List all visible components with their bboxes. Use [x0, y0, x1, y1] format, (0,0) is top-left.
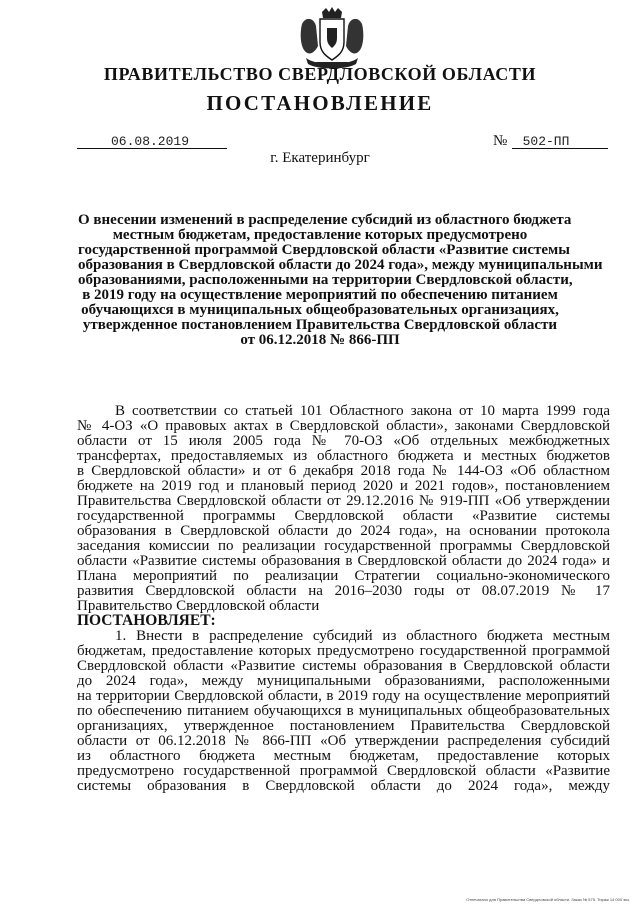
- heading-line: образованиями, расположенными на территории Свердловской области,: [78, 272, 573, 288]
- item-1-line: системы образования в Свердловской области до 2024 года», между: [77, 777, 610, 794]
- item-1-paragraph: [77, 629, 610, 794]
- preamble-line: образования в Свердловской области до 2024 года», на основании протокола: [77, 523, 610, 539]
- government-title: ПРАВИТЕЛЬСТВО СВЕРДЛОВСКОЙ ОБЛАСТИ: [103, 64, 537, 84]
- preamble-line: трансфертах, предоставляемых из областного бюджета и местных бюджетов: [77, 448, 610, 464]
- item-1-line: области от 06.12.2018 № 866-ПП «Об утверждении распределения субсидий: [77, 732, 610, 749]
- heading-line: обучающихся в муниципальных общеобразовательных организациях,: [81, 302, 559, 318]
- heading-line: О внесении изменений в распределение субсидий из областного бюджета: [78, 212, 572, 228]
- decree-word: ПОСТАНОВЛЯЕТ:: [77, 612, 216, 629]
- number-sign: №: [493, 133, 508, 149]
- preamble-line: области от 15 июля 2005 года № 70-ОЗ «Об отдельных межбюджетных: [77, 433, 610, 449]
- item-1-line: до 2024 года», между муниципальными образованиями, расположенными: [77, 672, 610, 689]
- heading-line: государственной программой Свердловской области «Развитие системы: [78, 242, 570, 258]
- document-number: 502-ПП: [522, 134, 570, 149]
- document-type-title: ПОСТАНОВЛЕНИЕ: [206, 91, 434, 115]
- heading-line: местным бюджетам, предоставление которых предусмотрено: [112, 227, 528, 243]
- preamble-line: Правительства Свердловской области от 29.12.2016 № 919-ПП «Об утверждении: [77, 493, 610, 509]
- preamble-line: государственной программы Свердловской области «Развитие системы: [77, 508, 610, 524]
- preamble-line: бюджете на 2019 год и плановый период 2020 и 2021 годов», постановлением: [77, 478, 610, 494]
- item-1-line: Свердловской области «Развитие системы образования в Свердловской области: [77, 657, 610, 674]
- heading-line: образования в Свердловской области до 2024 года», между муниципальными: [78, 257, 603, 273]
- item-1-line: организациях, утвержденное постановлением Правительства Свердловской: [77, 717, 610, 734]
- preamble-line: в Свердловской области» и от 6 декабря 2018 года № 144-ОЗ «Об областном: [77, 463, 610, 479]
- item-1-line: предусмотрено государственной программой Свердловской области «Развитие: [77, 762, 610, 779]
- print-footer-note: Отпечатано для Правительства Свердловской области. Заказ № 575. Тираж 14 000 экз.: [466, 897, 630, 902]
- preamble-line: заседания комиссии по реализации государственной программы Свердловской: [77, 538, 610, 554]
- heading-line: утвержденное постановлением Правительства Свердловской области: [82, 317, 558, 333]
- preamble-line: № 4-ОЗ «О правовых актах в Свердловской области», законами Свердловской: [77, 418, 610, 434]
- item-1-line: на территории Свердловской области, в 2019 году на осуществление мероприятий: [77, 687, 610, 704]
- preamble-line: Плана мероприятий по реализации Стратегии социально-экономического: [77, 568, 610, 584]
- preamble-line: развития Свердловской области на 2016–2030 годы от 08.07.2019 № 17: [77, 583, 610, 599]
- item-1-line: бюджетам, предоставление которых предусмотрено государственной программой: [77, 642, 610, 659]
- document-date: 06.08.2019: [110, 134, 189, 149]
- heading-line: от 06.12.2018 № 866-ПП: [240, 332, 400, 348]
- item-1-line: 1. Внести в распределение субсидий из областного бюджета местным: [115, 627, 610, 644]
- item-1-line: из областного бюджета местным бюджетам, предоставление которых: [77, 747, 610, 764]
- date-underline: [77, 148, 227, 149]
- preamble-paragraph: [77, 404, 610, 614]
- document-heading: [78, 212, 603, 348]
- document-body: [77, 404, 610, 794]
- coat-of-arms-icon: [296, 6, 368, 72]
- preamble-line: В соответствии со статьей 101 Областного закона от 10 марта 1999 года: [115, 403, 610, 419]
- city-name: г. Екатеринбург: [270, 150, 370, 166]
- preamble-line: области «Развитие системы образования в Свердловской области до 2024 года» и: [77, 553, 610, 569]
- item-1-line: по обеспечению питанием обучающихся в муниципальных общеобразовательных: [77, 702, 610, 719]
- heading-line: в 2019 году на осуществление мероприятий по обеспечению питанием: [82, 287, 558, 303]
- preamble-line: Правительство Свердловской области: [77, 598, 320, 614]
- number-underline: [512, 148, 608, 149]
